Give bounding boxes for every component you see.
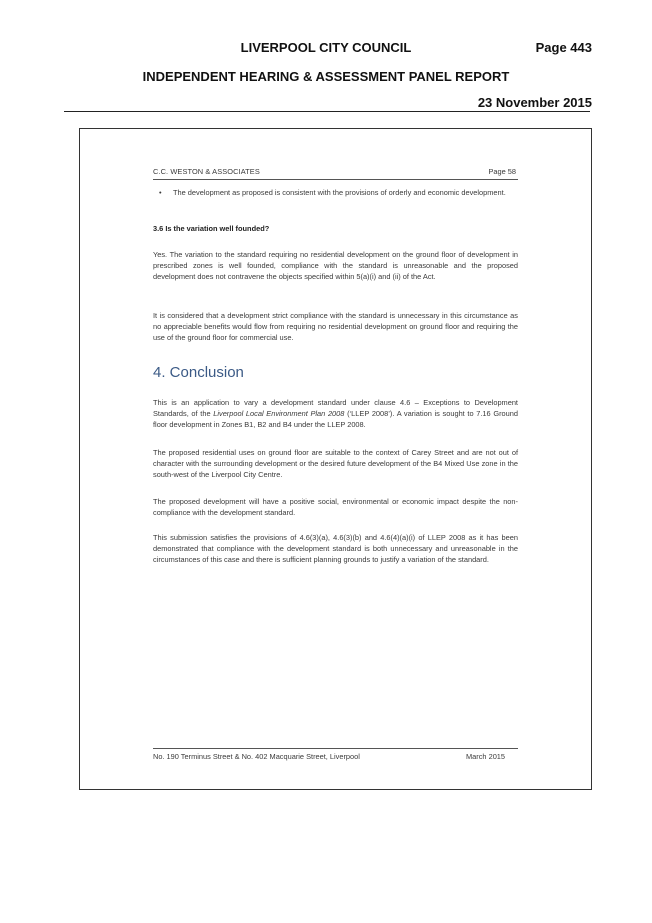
paragraph-submission: This submission satisfies the provisions of 4.6(3)(a), 4.6(3)(b) and 4.6(4)(a)(i) of LLEP 2008 as it has been demonstrated that compliance with the development standard is both unnecessary and unreasonable in the circumstances of this case and there is sufficient planning grounds to justify a variation of the standard. (153, 533, 518, 564)
embedded-firm-name: C.C. WESTON & ASSOCIATES (153, 167, 260, 176)
paragraph-residential-uses: The proposed residential uses on ground floor are suitable to the context of Carey Street and are not out of character with the surrounding development or the desired future development of the B4 Mixed Use zone in the south-west of the Liverpool City Centre. (153, 448, 518, 479)
bullet-text: The development as proposed is consistent with the provisions of orderly and economic development. (173, 188, 506, 197)
report-title: INDEPENDENT HEARING & ASSESSMENT PANEL REPORT (142, 69, 510, 84)
paragraph-application (153, 398, 518, 430)
embedded-footer-rule (153, 748, 518, 749)
p3-text-b: (‘LLEP 2008’). A variation is sought to 7.16 Ground floor development in Zones B1, B2 and B4 under the LLEP 2008. (153, 408, 518, 429)
section-subheading: 3.6 Is the variation well founded? (153, 224, 270, 233)
p3-text-a: This is an application to vary a development standard under clause 4.6 – Exceptions to Development Standards, of the (153, 398, 518, 418)
page-number: Page 443 (535, 40, 592, 55)
bullet-dot-icon: • (159, 188, 162, 197)
paragraph-positive-impact: The proposed development will have a positive social, environmental or economic impact despite the non-compliance with the development standard. (153, 497, 518, 517)
p3-plan-title: Liverpool Local Environment Plan 2008 (213, 408, 345, 418)
paragraph-strict-compliance: It is considered that a development strict compliance with the standard is unnecessary in this circumstance as no appreciable benefits would flow from requiring no residential development on ground floor and requiring the use of the ground floor for commercial use. (153, 311, 518, 342)
embedded-page-number: Page 58 (488, 167, 516, 176)
embedded-footer-date: March 2015 (466, 752, 506, 761)
paragraph-variation-founded: Yes. The variation to the standard requiring no residential development on the ground floor of development in prescribed zones is well founded, compliance with the standard is unreasonable and the proposed development does not contravene the objects specified within 5(a)(i) and (ii) of the Act. (153, 250, 518, 281)
embedded-header-rule (153, 179, 518, 180)
embedded-footer-address: No. 190 Terminus Street & No. 402 Macquarie Street, Liverpool (153, 752, 360, 761)
header-rule (64, 111, 590, 112)
report-date: 23 November 2015 (477, 95, 592, 110)
bullet-item (153, 188, 518, 199)
conclusion-heading: 4. Conclusion (153, 364, 244, 381)
council-title: LIVERPOOL CITY COUNCIL (240, 40, 412, 55)
